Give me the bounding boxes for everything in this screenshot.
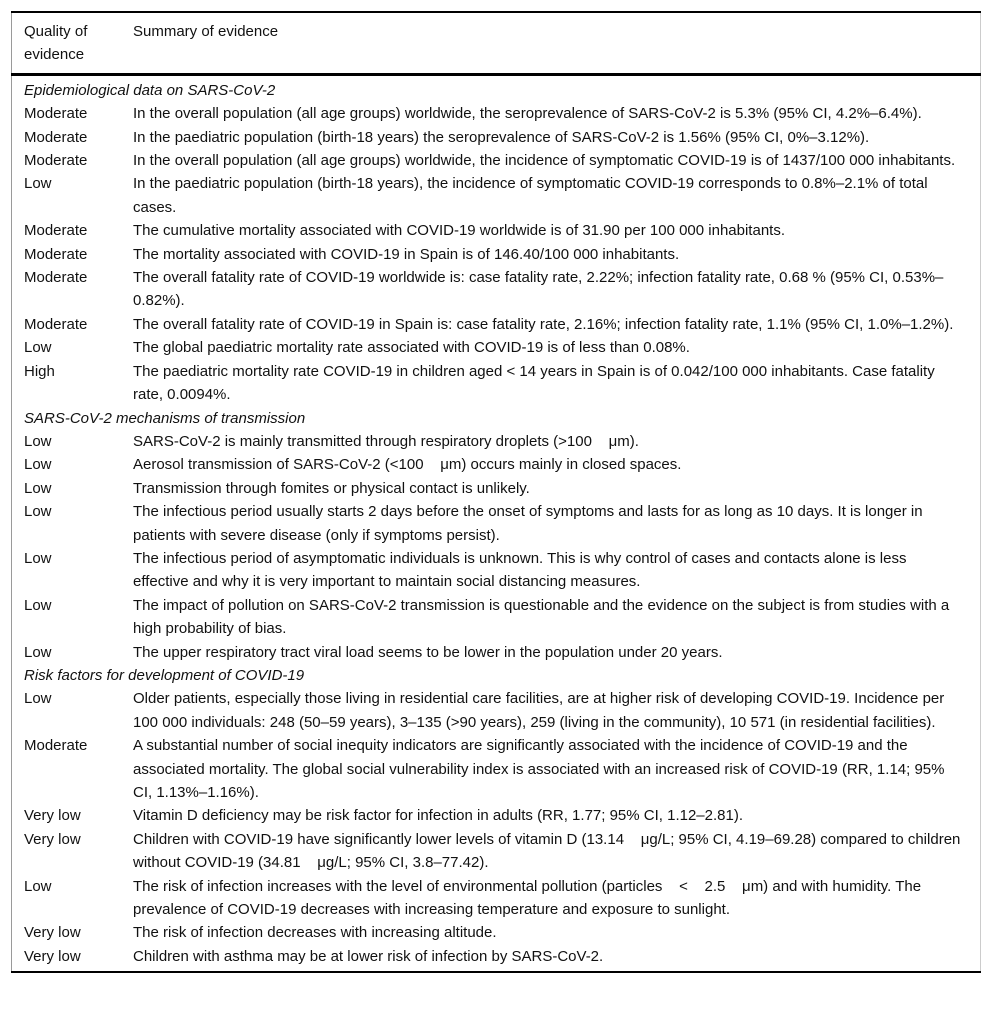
table-row — [12, 921, 981, 944]
summary-of-evidence-cell: The infectious period usually starts 2 days before the onset of symptoms and lasts for as long as 10 days. It is longer in patients with severe disease (only if symptoms persist). — [133, 503, 923, 544]
quality-of-evidence-cell: Low — [24, 877, 52, 895]
table-row — [12, 734, 981, 804]
quality-of-evidence-cell: Low — [24, 549, 52, 567]
quality-of-evidence-cell: Low — [24, 596, 52, 614]
table-row — [12, 172, 981, 219]
table-row — [12, 453, 981, 476]
summary-of-evidence-cell: Vitamin D deficiency may be risk factor for infection in adults (RR, 1.77; 95% CI, 1.12–2.81). — [133, 807, 744, 825]
quality-of-evidence-cell: Moderate — [24, 269, 88, 287]
summary-of-evidence-cell: In the paediatric population (birth-18 years) the seroprevalence of SARS-CoV-2 is 1.56% (95% CI, 0%–3.12%). — [133, 128, 870, 146]
quality-of-evidence-cell: Low — [24, 339, 52, 357]
table-row — [12, 430, 981, 453]
summary-of-evidence-cell: The risk of infection increases with the level of environmental pollution (particles < 2.5 μm) and with humidity. The prevalence of COVID-19 decreases with increasing temperature and exposure to sunlight. — [133, 877, 922, 919]
summary-of-evidence-cell: The impact of pollution on SARS-CoV-2 transmission is questionable and the evidence on the subject is from studies with a high probability of bias. — [133, 596, 950, 638]
summary-of-evidence-cell: SARS-CoV-2 is mainly transmitted through respiratory droplets (>100 μm). — [133, 432, 639, 450]
table-row — [12, 313, 981, 336]
table-row — [12, 804, 981, 827]
quality-of-evidence-cell: Low — [24, 432, 52, 450]
table-row — [12, 102, 981, 125]
summary-of-evidence-cell: Children with asthma may be at lower risk of infection by SARS-CoV-2. — [133, 947, 604, 965]
summary-of-evidence-cell: The overall fatality rate of COVID-19 worldwide is: case fatality rate, 2.22%; infection fatality rate, 0.68 % (95% CI, 0.53%–0.82%). — [133, 269, 944, 310]
summary-of-evidence-cell: Transmission through fomites or physical contact is unlikely. — [133, 479, 530, 497]
quality-of-evidence-cell: Low — [24, 479, 52, 497]
table-row — [12, 477, 981, 500]
summary-of-evidence-cell: The mortality associated with COVID-19 in Spain is of 146.40/100 000 inhabitants. — [133, 245, 680, 263]
header-row — [12, 12, 981, 74]
quality-of-evidence-cell: Very low — [24, 947, 81, 965]
table-row — [12, 828, 981, 875]
quality-of-evidence-cell: Moderate — [24, 737, 88, 755]
summary-of-evidence-cell: Children with COVID-19 have significantly lower levels of vitamin D (13.14 μg/L; 95% CI, 4.19–69.28) compared to children without COVID-19 (34.81 μg/L; 95% CI, 3.8–77.42). — [133, 830, 961, 872]
table-row — [12, 360, 981, 407]
quality-of-evidence-cell: Very low — [24, 924, 81, 942]
evidence-table — [11, 11, 981, 973]
quality-of-evidence-cell: Moderate — [24, 128, 88, 146]
summary-of-evidence-cell: The global paediatric mortality rate associated with COVID-19 is of less than 0.08%. — [133, 339, 690, 357]
quality-of-evidence-cell: Very low — [24, 830, 81, 848]
section-row — [12, 74, 981, 102]
table-row — [12, 243, 981, 266]
quality-of-evidence-cell: Very low — [24, 807, 81, 825]
table-row — [12, 641, 981, 664]
summary-of-evidence-cell: The upper respiratory tract viral load seems to be lower in the population under 20 years. — [133, 643, 723, 661]
column-header-quality-of-evidence: Quality of evidence — [12, 12, 134, 74]
column-header-summary-of-evidence: Summary of evidence — [133, 12, 981, 74]
section-row — [12, 407, 981, 430]
quality-of-evidence-cell: Low — [24, 690, 52, 708]
quality-of-evidence-cell: Low — [24, 643, 52, 661]
summary-of-evidence-cell: The infectious period of asymptomatic individuals is unknown. This is why control of cases and contacts alone is less effective and why it is very important to maintain social distancing measures. — [133, 549, 907, 591]
quality-of-evidence-cell: Moderate — [24, 152, 88, 170]
section-title: SARS-CoV-2 mechanisms of transmission — [24, 409, 306, 427]
table-row — [12, 336, 981, 359]
quality-of-evidence-cell: Moderate — [24, 315, 88, 333]
table-row — [12, 945, 981, 972]
summary-of-evidence-cell: The cumulative mortality associated with COVID-19 worldwide is of 31.90 per 100 000 inhabitants. — [133, 222, 785, 240]
quality-of-evidence-cell: Moderate — [24, 245, 88, 263]
summary-of-evidence-cell: In the overall population (all age groups) worldwide, the incidence of symptomatic COVID-19 is of 1437/100 000 inhabitants. — [133, 152, 956, 170]
table-row — [12, 219, 981, 242]
table-row — [12, 875, 981, 922]
table-row — [12, 149, 981, 172]
table-row — [12, 547, 981, 594]
quality-of-evidence-cell: Low — [24, 456, 52, 474]
summary-of-evidence-cell: Older patients, especially those living in residential care facilities, are at higher risk of developing COVID-19. Incidence per 100 000 individuals: 248 (50–59 years), 3–135 (>90 years), 259 (living in the community), 10 571 (in residential facilities). — [133, 690, 945, 731]
summary-of-evidence-cell: The paediatric mortality rate COVID-19 in children aged < 14 years in Spain is of 0.042/100 000 inhabitants. Case fatality rate, 0.0094%. — [133, 362, 935, 404]
table-row — [12, 687, 981, 734]
quality-of-evidence-cell: Moderate — [24, 105, 88, 123]
quality-of-evidence-cell: Low — [24, 503, 52, 521]
evidence-table-body — [12, 74, 981, 972]
evidence-table-header — [12, 12, 981, 74]
summary-of-evidence-cell: Aerosol transmission of SARS-CoV-2 (<100 μm) occurs mainly in closed spaces. — [133, 456, 682, 474]
table-row — [12, 594, 981, 641]
summary-of-evidence-cell: A substantial number of social inequity indicators are significantly associated with the incidence of COVID-19 and the associated mortality. The global social vulnerability index is associated with an increased risk of COVID-19 (RR, 1.14; 95% CI, 1.13%–1.16%). — [133, 737, 945, 801]
summary-of-evidence-cell: The risk of infection decreases with increasing altitude. — [133, 924, 497, 942]
quality-of-evidence-cell: High — [24, 362, 55, 380]
summary-of-evidence-cell: In the overall population (all age groups) worldwide, the seroprevalence of SARS-CoV-2 is 5.3% (95% CI, 4.2%–6.4%). — [133, 105, 922, 123]
quality-of-evidence-cell: Moderate — [24, 222, 88, 240]
table-row — [12, 126, 981, 149]
summary-of-evidence-cell: The overall fatality rate of COVID-19 in Spain is: case fatality rate, 2.16%; infection fatality rate, 1.1% (95% CI, 1.0%–1.2%). — [133, 315, 954, 333]
section-row — [12, 664, 981, 687]
table-row — [12, 266, 981, 313]
quality-of-evidence-cell: Low — [24, 175, 52, 193]
section-title: Epidemiological data on SARS-CoV-2 — [24, 81, 276, 99]
table-row — [12, 500, 981, 547]
section-title: Risk factors for development of COVID-19 — [24, 666, 305, 684]
summary-of-evidence-cell: In the paediatric population (birth-18 years), the incidence of symptomatic COVID-19 corresponds to 0.8%–2.1% of total cases. — [133, 175, 928, 216]
